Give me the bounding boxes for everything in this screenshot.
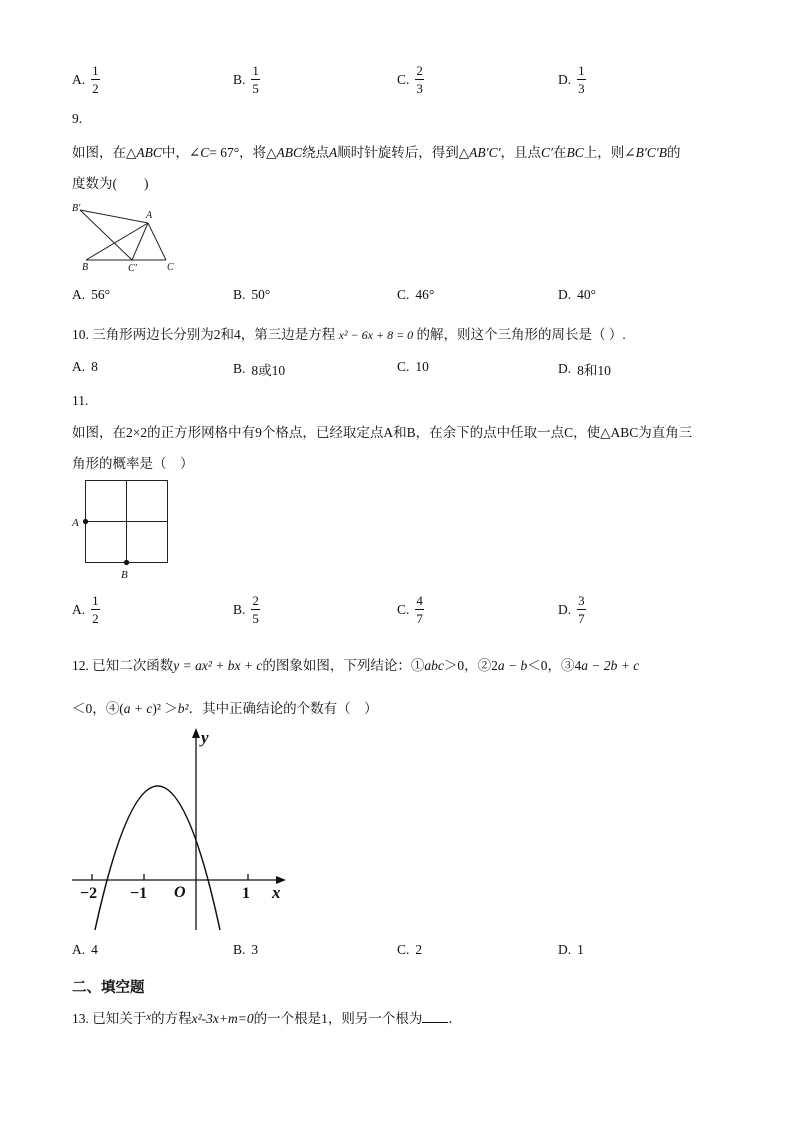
fraction: $\frac{1}{3}$ bbox=[578, 63, 585, 96]
label-a: A bbox=[72, 517, 79, 529]
q10-option-d[interactable]: D. 8和10 bbox=[558, 361, 611, 378]
section-title-fill-in: 二、填空题 bbox=[72, 980, 145, 996]
label-b: B bbox=[121, 569, 128, 581]
q9-option-c[interactable]: C. 46° bbox=[397, 287, 435, 302]
label-y: y bbox=[201, 728, 209, 747]
q8-option-a[interactable]: A. $\frac{1}{2}$ bbox=[72, 63, 99, 96]
q9-triangle-figure bbox=[70, 198, 190, 278]
q11-option-c[interactable]: C. $\frac{4}{7}$ bbox=[397, 593, 423, 626]
q8-option-d[interactable]: D. $\frac{1}{3}$ bbox=[558, 63, 585, 96]
q12-option-c[interactable]: C. 2 bbox=[397, 942, 423, 957]
fraction: $\frac{1}{2}$ bbox=[92, 63, 99, 96]
q11-option-b[interactable]: B. $\frac{2}{5}$ bbox=[233, 593, 259, 626]
label-a: A bbox=[146, 210, 153, 221]
point-a bbox=[83, 519, 88, 524]
y-axis-arrow bbox=[192, 728, 200, 738]
q11-number: 11. bbox=[72, 393, 89, 408]
q11-text-line2: 角形的概率是（ ） bbox=[72, 456, 194, 471]
q10-equation: x² − 6x + 8 = 0 bbox=[338, 328, 414, 342]
label-origin: O bbox=[174, 884, 186, 901]
q10-option-c[interactable]: C. 10 bbox=[397, 359, 429, 374]
q12-parabola-graph bbox=[70, 722, 300, 934]
q11-option-d[interactable]: D. $\frac{3}{7}$ bbox=[558, 593, 585, 626]
q9-option-b[interactable]: B. 50° bbox=[233, 287, 271, 302]
fraction: $\frac{1}{2}$ bbox=[92, 593, 99, 626]
q8-option-b[interactable]: B. $\frac{1}{5}$ bbox=[233, 63, 259, 96]
label-x: x bbox=[272, 883, 281, 902]
point-b bbox=[124, 560, 129, 565]
label-b: B bbox=[82, 262, 89, 273]
q11-grid-figure bbox=[70, 478, 180, 582]
label-1: 1 bbox=[242, 885, 250, 902]
q10-option-a[interactable]: A. 8 bbox=[72, 359, 98, 374]
q12-text-line2: ＜0，④(a + c)² ＞b²．其中正确结论的个数有（ ） bbox=[72, 701, 378, 716]
fraction: $\frac{2}{5}$ bbox=[252, 593, 259, 626]
label-c: C bbox=[167, 262, 174, 273]
q8-option-c[interactable]: C. $\frac{2}{3}$ bbox=[397, 63, 423, 96]
fraction: $\frac{4}{7}$ bbox=[416, 593, 423, 626]
q12-text-line1: 12. 已知二次函数y = ax² + bx + c的图象如图，下列结论：①abc＞0，②2a − b＜0，③4a − 2b + c bbox=[72, 658, 640, 673]
q11-option-a[interactable]: A. $\frac{1}{2}$ bbox=[72, 593, 99, 626]
label-b-prime: B′ bbox=[72, 203, 81, 214]
label-minus-2: −2 bbox=[80, 885, 98, 902]
q9-text-line1: 如图，在△ABC中，∠C= 67°，将△ABC绕点A顺时针旋转后，得到△AB′C′，且点C′在BC上，则∠B′C′B的 bbox=[72, 145, 681, 160]
q11-text-line1: 如图，在2×2的正方形网格中有9个格点，已经取定点A和B，在余下的点中任取一点C，使△ABC为直角三 bbox=[72, 425, 693, 440]
answer-blank[interactable] bbox=[422, 1010, 448, 1023]
q13-text: 13. 已知关于$^x$的方程x²-3x+m=0的一个根是1，则另一个根为 ． bbox=[72, 1011, 462, 1026]
fraction: $\frac{1}{5}$ bbox=[252, 63, 259, 96]
label-minus-1: −1 bbox=[130, 885, 148, 902]
parabola-curve bbox=[95, 786, 220, 930]
q12-option-b[interactable]: B. 3 bbox=[233, 942, 259, 957]
q12-option-a[interactable]: A. 4 bbox=[72, 942, 98, 957]
q10-text: 10. 三角形两边长分别为2和4，第三边是方程 x² − 6x + 8 = 0 的解，则这个三角形的周长是（ ）. bbox=[72, 327, 626, 342]
q10-option-b[interactable]: B. 8或10 bbox=[233, 361, 286, 378]
q9-number: 9. bbox=[72, 111, 83, 126]
fraction: $\frac{3}{7}$ bbox=[578, 593, 585, 626]
fraction: $\frac{2}{3}$ bbox=[416, 63, 423, 96]
q9-text-line2: 度数为( ) bbox=[72, 176, 149, 191]
q12-option-d[interactable]: D. 1 bbox=[558, 942, 584, 957]
q9-option-d[interactable]: D. 40° bbox=[558, 287, 597, 302]
q9-option-a[interactable]: A. 56° bbox=[72, 287, 111, 302]
label-c-prime: C′ bbox=[128, 263, 137, 274]
